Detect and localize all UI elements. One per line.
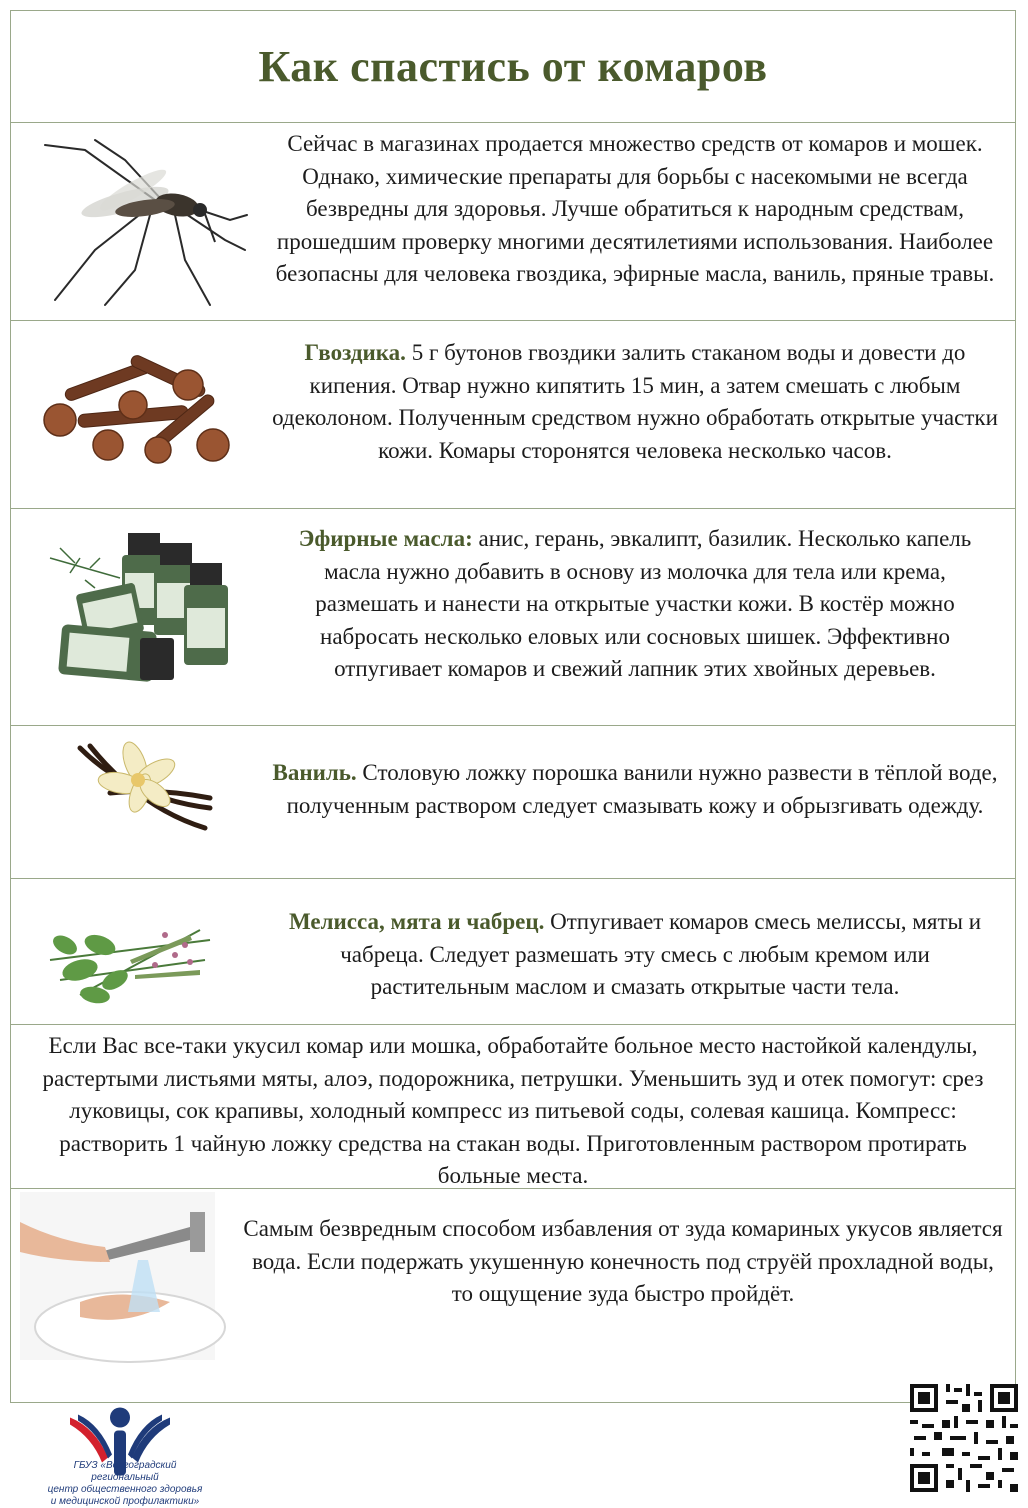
divider: [10, 725, 1016, 726]
divider: [10, 508, 1016, 509]
org-line: центр общественного здоровья: [47, 1484, 203, 1495]
cloves-image: [38, 350, 238, 475]
bite-advice-text: Если Вас все-таки укусил комар или мошка, обработайте больное место настойкой календулы, растертыми листьями мяты, алоэ, подорожника, петрушки. Уменьшить зуд и отек помогут: срез луковицы, сок крапивы, холодный компресс из питьевой соды, солевая кашица. Компресс: растворить 1 чайную ложку средства на стакан воды. Приготовленным раствором протирать больные места.: [42, 1033, 984, 1188]
divider: [10, 320, 1016, 321]
section-heading: Ваниль.: [272, 760, 357, 785]
section-heading: Мелисса, мята и чабрец.: [288, 909, 545, 934]
title-bar: [10, 10, 1016, 122]
section-heading: Эфирные масла:: [298, 526, 473, 551]
divider: [10, 1024, 1016, 1025]
section-text: Отпугивает комаров смесь мелиссы, мяты и чабреца. Следует размешать эту смесь с любым кремом или растительным маслом и смазать открытые части тела.: [340, 909, 982, 999]
section-vanilla: [270, 757, 1000, 822]
section-text: Столовую ложку порошка ванили нужно развести в тёплой воде, полученным раствором следует смазывать кожу и обрызгивать одежду.: [286, 760, 998, 818]
org-caption: [40, 1460, 210, 1508]
intro-text: Сейчас в магазинах продается множество средств от комаров и мошек. Однако, химические препараты для борьбы с насекомыми не всегда безвредны для здоровья. Лучше обратиться к народным средствам, прошедшим проверку многими десятилетиями использования. Наиболее безопасны для человека гвоздика, эфирные масла, ваниль, пряные травы.: [275, 131, 995, 286]
org-line: ГБУЗ «Волгоградский региональный: [73, 1460, 177, 1483]
water-tip-text: Самым безвредным способом избавления от зуда комариных укусов является вода. Если подержать укушенную конечность под струёй прохладной воды, то ощущение зуда быстро пройдёт.: [243, 1216, 1003, 1306]
herbs-image: [40, 900, 220, 1015]
divider: [10, 122, 1016, 123]
hand-washing-image: [20, 1192, 215, 1360]
section-cloves: [270, 337, 1000, 467]
org-line: и медицинской профилактики»: [50, 1496, 200, 1507]
mosquito-image: [25, 130, 250, 310]
section-text: анис, герань, эвкалипт, базилик. Несколько капель масла нужно добавить в основу из молочка для тела или крема, размешать и нанести на открытые участки кожи. В костёр можно набросать несколько еловых или сосновых шишек. Эффективно отпугивает комаров и свежий лапник этих хвойных деревьев.: [315, 526, 972, 681]
section-herbs: [270, 906, 1000, 1004]
divider: [10, 878, 1016, 879]
section-text: 5 г бутонов гвоздики залить стаканом воды и довести до кипения. Отвар нужно кипятить 15 мин, а затем смешать с любым одеколоном. Полученным средством нужно обработать открытые участки кожи. Комары сторонятся человека несколько часов.: [272, 340, 998, 463]
page-title: Как спастись от комаров: [258, 41, 768, 91]
vanilla-image: [70, 738, 220, 838]
section-oils: [270, 523, 1000, 686]
essential-oils-image: [40, 518, 235, 688]
qr-code-icon: [910, 1384, 1018, 1492]
section-heading: Гвоздика.: [304, 340, 406, 365]
